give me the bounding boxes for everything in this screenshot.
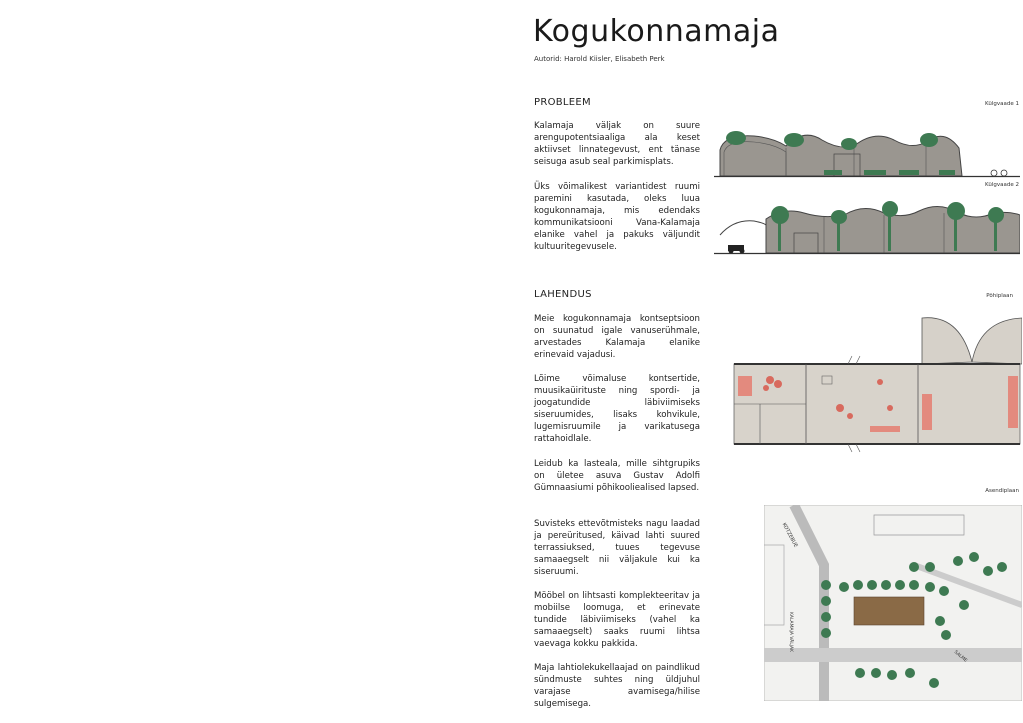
site-plan-drawing: [764, 505, 1022, 701]
problem-heading: PROBLEEM: [534, 97, 591, 108]
elevation-drawing-2: [714, 195, 1020, 259]
solution-paragraph-1: Meie kogukonnamaja kontseptsioon on suunatud igale vanuserühmale, arvestades Kalamaja elanike erinevaid vajadusi.: [534, 314, 700, 360]
caption-elevation-2: Külgvaade 2: [985, 182, 1019, 188]
solution-paragraph-2: Lõime võimaluse kontsertide, muusikaüirituste ning spordi- ja joogatundide läbiviimiseks siseruumides, lisaks kohvikule, lugemisruumile ja varikatusega rattahoidlale.: [534, 374, 700, 444]
authors-line: Autorid: Harold Kiisler, Elisabeth Perk: [534, 55, 665, 63]
solution-heading: LAHENDUS: [534, 289, 592, 300]
elevation-drawing-1: [714, 118, 1020, 182]
street-label-kotzebue: KOTZEBUE: [780, 522, 799, 549]
caption-elevation-1: Külgvaade 1: [985, 101, 1019, 107]
problem-paragraph-1: Kalamaja väljak on suure arengupotentsiaaliga ala keset aktiivset linnategevust, ent tänase seisuga asub seal parkimisplats.: [534, 121, 700, 167]
floor-plan-drawing: [730, 316, 1022, 454]
page-title: Kogukonnamaja: [533, 14, 780, 49]
street-label-salme: SALME: [952, 650, 968, 664]
solution-paragraph-5: Mööbel on lihtsasti komplekteeritav ja mobiilse loomuga, et erinevate tundide läbiviimiseks (vahel ka samaaegselt) saaks ruumi lihtsa vaevaga kokku pakkida.: [534, 591, 700, 649]
solution-paragraph-6: Maja lahtiolekukellaajad on paindlikud sündmuste suhtes ning üldjuhul varajase avamisega/hilise sulgemisega.: [534, 663, 700, 709]
caption-floorplan: Põhiplaan: [986, 293, 1013, 299]
problem-paragraph-2: Üks võimalikest variantidest ruumi paremini kasutada, oleks luua kogukonnamaja, mis edendaks kommunikatsiooni Vana-Kalamaja elanike vahel ja pakuks väljundit kultuuritegevusele.: [534, 182, 700, 252]
caption-siteplan: Asendiplaan: [985, 488, 1019, 494]
street-label-kalamaja-valjak: KALAMAJA VÄLJAK: [788, 612, 793, 653]
solution-paragraph-4: Suvisteks ettevõtmisteks nagu laadad ja pereüritused, käivad lahti suured terrassiuksed, tuues tegevuse samaaegselt nii väljakule kui ka siseruumi.: [534, 519, 700, 577]
solution-paragraph-3: Leidub ka lasteala, mille sihtgrupiks on ületee asuva Gustav Adolfi Gümnaasiumi põhikooliealised lapsed.: [534, 459, 700, 493]
